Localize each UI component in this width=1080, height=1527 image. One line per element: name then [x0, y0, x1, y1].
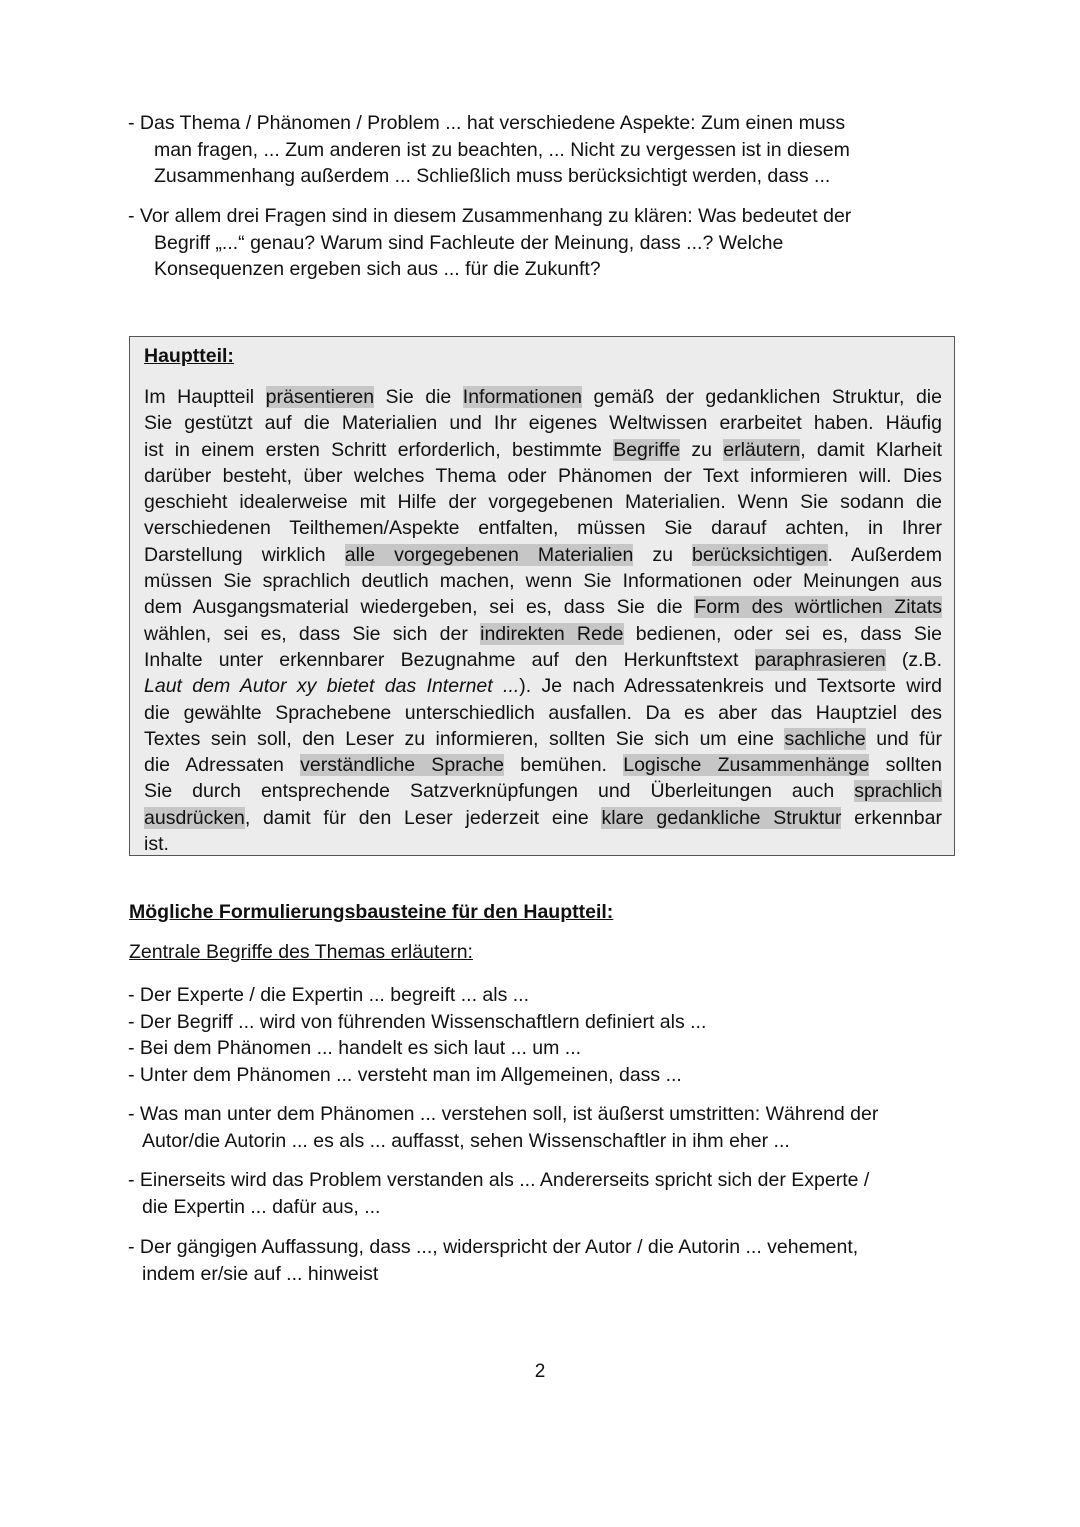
text-run: darüber besteht, über welches Thema oder Phänomen der Text informieren will. Dies [144, 464, 942, 487]
text-run: , damit für den Leser jederzeit eine [244, 806, 602, 829]
box-paragraph [144, 384, 942, 857]
text-run: geschieht idealerweise mit Hilfe der vorgegebenen Materialien. Wenn Sie sodann die [144, 491, 942, 514]
text-run: bedienen, oder sei es, dass Sie [623, 622, 943, 645]
box-line [144, 437, 942, 463]
box-line [144, 410, 942, 436]
list-item-line: - Einerseits wird das Problem verstanden als ... Andererseits spricht sich der Experte / [128, 1169, 870, 1191]
box-line [144, 778, 942, 804]
box-line [144, 515, 942, 541]
long-item-2 [128, 1167, 958, 1220]
text-run: Inhalte unter erkennbarer Bezugnahme auf den Herkunftstext [144, 648, 755, 671]
list-item-line: die Expertin ... dafür aus, ... [142, 1195, 381, 1218]
box-line [144, 384, 942, 410]
text-run: Im Hauptteil [144, 386, 266, 408]
text-run: Textes sein soll, den Leser zu informieren, sollten Sie sich um eine [144, 727, 785, 750]
highlighted-term: alle vorgegebenen Materialien [344, 543, 634, 566]
text-run: und für [865, 727, 942, 750]
simple-item-list [128, 982, 928, 1088]
highlighted-term: sachliche [784, 727, 866, 750]
box-line [144, 752, 942, 778]
list-item-line: indem er/sie auf ... hinweist [142, 1262, 379, 1285]
intro-bullet-2 [128, 203, 928, 283]
text-run: Sie durch entsprechende Satzverknüpfungen und Überleitungen auch [144, 780, 855, 803]
box-line [144, 673, 942, 699]
highlighted-term: Begriffe [613, 438, 681, 461]
text-run: bemühen. [503, 754, 624, 777]
intro-bullet-1 [128, 110, 928, 190]
highlighted-term: verständliche Sprache [300, 754, 504, 777]
bullet-line: Zusammenhang außerdem ... Schließlich muss berücksichtigt werden, dass ... [154, 165, 831, 187]
box-title: Hauptteil: [144, 345, 234, 367]
subsection-title: Zentrale Begriffe des Themas erläutern: [129, 941, 473, 963]
highlighted-term: sprachlich [854, 780, 942, 803]
box-line [144, 489, 942, 515]
text-run: Sie die [374, 386, 463, 408]
text-run: gemäß der gedanklichen Struktur, die [582, 386, 942, 408]
highlighted-term: Logische Zusammenhänge [623, 754, 870, 777]
text-run: . Außerdem [827, 543, 942, 566]
highlighted-term: erläutern [723, 438, 801, 461]
text-run: ist. [144, 833, 169, 856]
text-run: zu [680, 438, 724, 461]
hauptteil-box [129, 336, 955, 856]
text-run: verschiedenen Teilthemen/Aspekte entfalten, müssen Sie darauf achten, in Ihrer [144, 517, 942, 540]
highlighted-term: Informationen [462, 386, 583, 408]
box-line [144, 568, 942, 594]
highlighted-term: Form des wörtlichen Zitats [694, 596, 942, 619]
highlighted-term: ausdrücken [144, 806, 245, 829]
highlighted-term: berücksichtigen [692, 543, 828, 566]
long-item-3 [128, 1234, 958, 1287]
text-run: Sie gestützt auf die Materialien und Ihr eigenes Weltwissen erarbeitet haben. Häufig [144, 412, 942, 435]
box-line [144, 700, 942, 726]
bullet-line: - Vor allem drei Fragen sind in diesem Zusammenhang zu klären: Was bedeutet der [128, 205, 852, 227]
text-run: Darstellung wirklich [144, 543, 345, 566]
section-title: Mögliche Formulierungsbausteine für den Hauptteil: [129, 901, 614, 923]
list-item-line: - Was man unter dem Phänomen ... verstehen soll, ist äußerst umstritten: Während der [128, 1103, 879, 1125]
box-line [144, 805, 942, 831]
box-line [144, 621, 942, 647]
highlighted-term: klare gedankliche Struktur [601, 806, 842, 829]
box-line [144, 542, 942, 568]
bullet-line: - Das Thema / Phänomen / Problem ... hat verschiedene Aspekte: Zum einen muss [128, 112, 846, 134]
list-item: - Der Experte / die Expertin ... begreift ... als ... [128, 984, 529, 1006]
text-run: die gewählte Sprachebene unterschiedlich ausfallen. Da es aber das Hauptziel des [144, 701, 942, 724]
text-run: die Adressaten [144, 754, 301, 777]
text-run: , damit Klarheit [800, 438, 943, 461]
list-item-line: - Der gängigen Auffassung, dass ..., widerspricht der Autor / die Autorin ... vehement, [128, 1236, 859, 1258]
highlighted-term: paraphrasieren [754, 648, 886, 671]
bullet-line: Konsequenzen ergeben sich aus ... für die Zukunft? [154, 258, 601, 280]
box-line [144, 594, 942, 620]
text-run: ). Je nach Adressatenkreis und Textsorte wird [519, 675, 942, 698]
bullet-line: Begriff „...“ genau? Warum sind Fachleute der Meinung, dass ...? Welche [154, 231, 784, 254]
box-line [144, 726, 942, 752]
list-item-line: Autor/die Autorin ... es als ... auffasst, sehen Wissenschaftler in ihm eher ... [142, 1129, 790, 1152]
text-run: müssen Sie sprachlich deutlich machen, wenn Sie Informationen oder Meinungen aus [144, 570, 942, 593]
box-line [144, 647, 942, 673]
text-run: sollten [869, 754, 942, 777]
text-run: zu [633, 543, 693, 566]
bullet-line: man fragen, ... Zum anderen ist zu beachten, ... Nicht zu vergessen ist in diesem [154, 138, 850, 161]
text-run: wählen, sei es, dass Sie sich der [144, 622, 481, 645]
page-number: 2 [534, 1361, 546, 1382]
highlighted-term: präsentieren [265, 386, 375, 408]
text-run: erkennbar [841, 806, 942, 829]
box-line [144, 831, 942, 857]
highlighted-term: indirekten Rede [480, 622, 624, 645]
list-item: - Bei dem Phänomen ... handelt es sich laut ... um ... [128, 1037, 582, 1059]
list-item: - Unter dem Phänomen ... versteht man im Allgemeinen, dass ... [128, 1063, 682, 1086]
long-item-1 [128, 1101, 958, 1154]
text-run: ist in einem ersten Schritt erforderlich, bestimmte [144, 438, 614, 461]
text-run: dem Ausgangsmaterial wiedergeben, sei es, dass Sie die [144, 596, 695, 619]
box-line [144, 463, 942, 489]
example-quote: Laut dem Autor xy bietet das Internet ... [144, 675, 520, 698]
list-item: - Der Begriff ... wird von führenden Wissenschaftlern definiert als ... [128, 1010, 707, 1033]
text-run: (z.B. [885, 648, 942, 671]
